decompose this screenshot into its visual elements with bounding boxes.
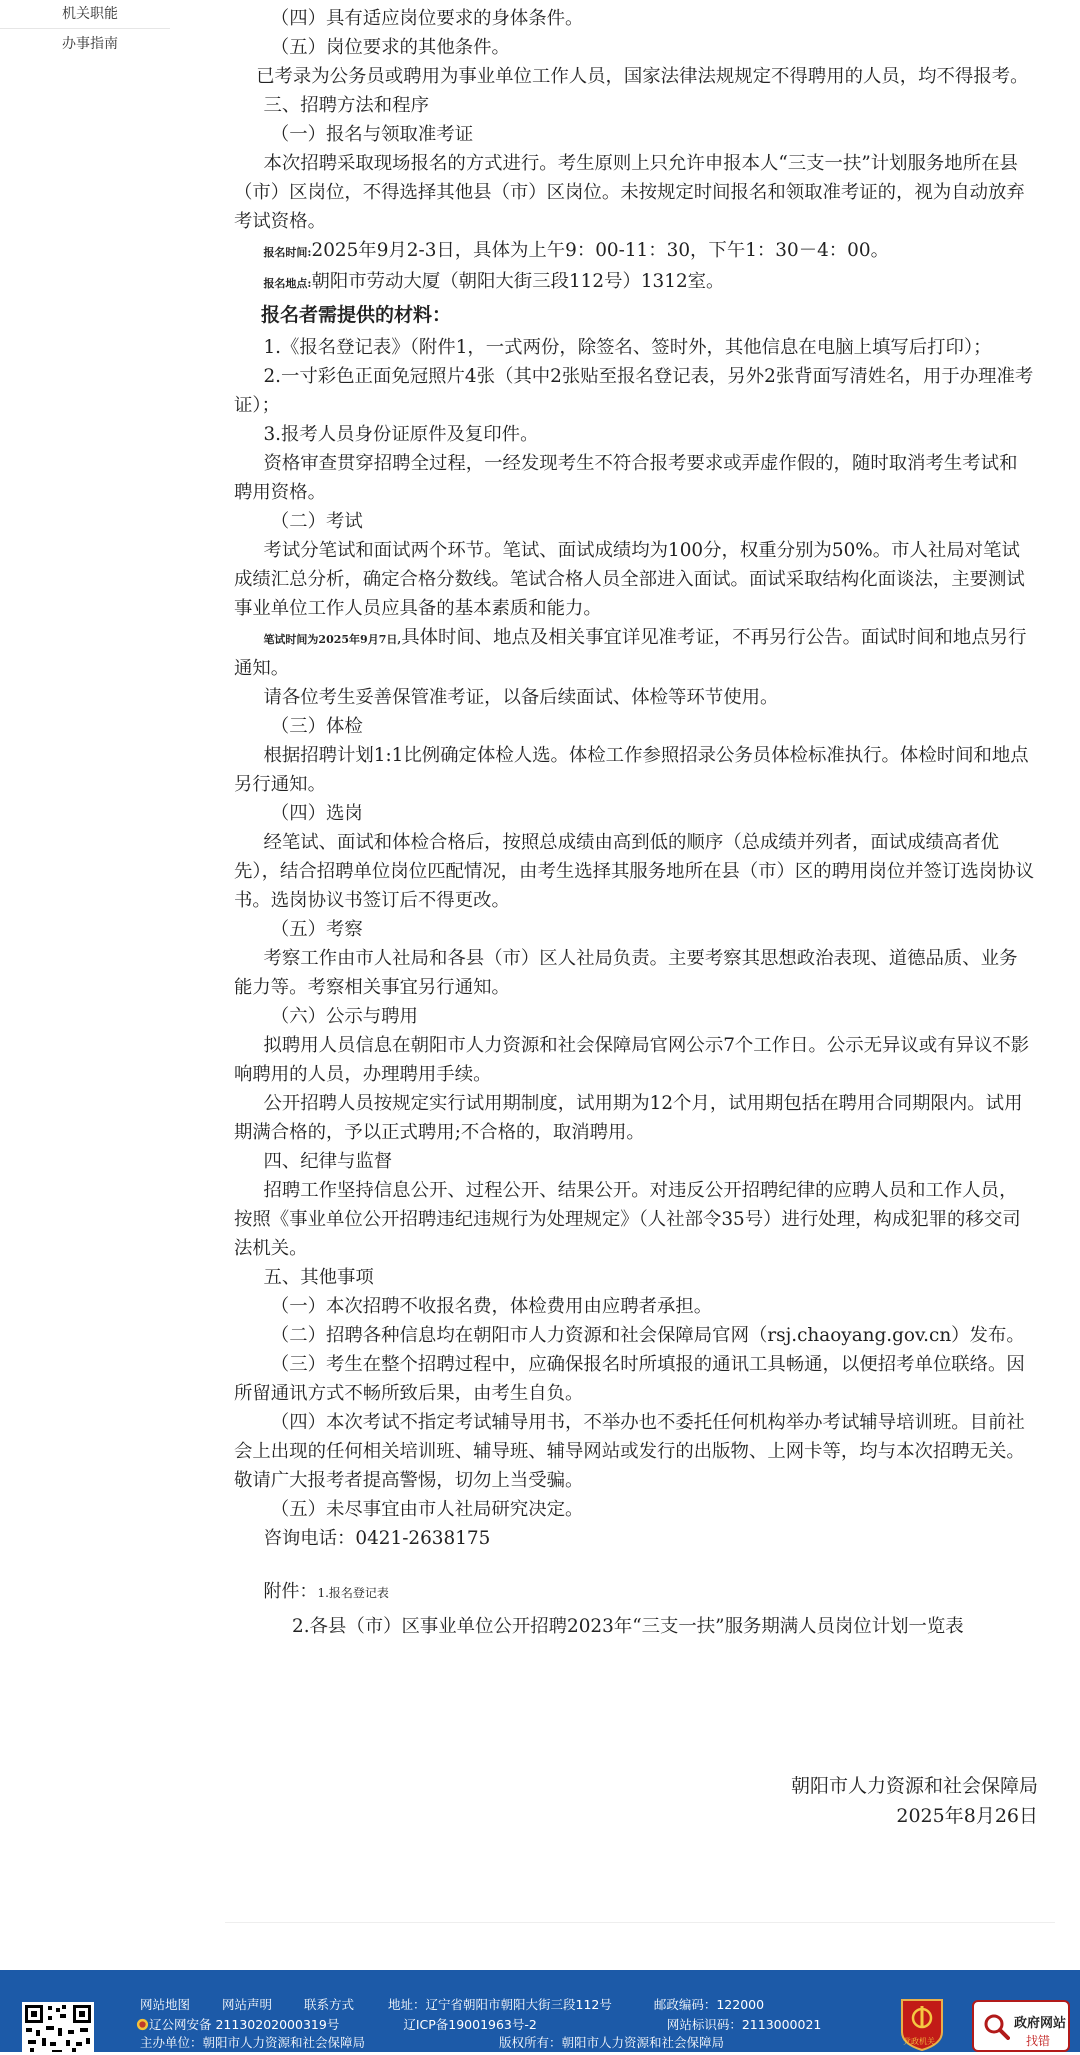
subsection-heading: （四）选岗 — [270, 803, 363, 824]
paragraph: （三）考生在整个招聘过程中，应确保报名时所填报的通讯工具畅通，以便招考单位联络。因所留通讯方式不畅所致后果，由考生自负。 — [234, 1354, 1025, 1404]
paragraph: （五）岗位要求的其他条件。 — [270, 37, 510, 58]
attachment-line-2 — [234, 1612, 1034, 1641]
paragraph: 考察工作由市人社局和各县（市）区人社局负责。主要考察其思想政治表现、道德品质、业务能力等。考察相关事宜另行通知。 — [234, 948, 1018, 998]
signature-org: 朝阳市人力资源和社会保障局 — [790, 1775, 1038, 1797]
paragraph: 请各位考生妥善保管准考证，以备后续面试、体检等环节使用。 — [263, 687, 779, 708]
paragraph: 已考录为公务员或聘用为事业单位工作人员，国家法律法规规定不得聘用的人员，均不得报考。 — [256, 66, 1029, 87]
section-heading: 四、纪律与监督 — [263, 1151, 393, 1172]
content-divider — [225, 1922, 1055, 1923]
police-badge-icon — [136, 2018, 149, 2031]
section-heading: 五、其他事项 — [263, 1267, 374, 1288]
find-error-subtitle: 找错 — [1026, 2034, 1051, 2048]
subsection-heading: （二）考试 — [270, 511, 363, 532]
footer-row-1 — [140, 1995, 764, 2013]
paragraph: 公开招聘人员按规定实行试用期制度，试用期为12个月，试用期包括在聘用合同期限内。试用期满合格的，予以正式聘用;不合格的，取消聘用。 — [234, 1093, 1023, 1143]
attachment-link-2[interactable]: 2.各县（市）区事业单位公开招聘2023年“三支一扶”服务期满人员岗位计划一览表 — [292, 1616, 964, 1637]
registration-place-text: 朝阳市劳动大厦（朝阳大街三段112号）1312室。 — [311, 271, 725, 292]
exam-time-label: 笔试时间为2025年9月7日, — [263, 633, 402, 646]
paragraph: （五）未尽事宜由市人社局研究决定。 — [270, 1499, 584, 1520]
section-heading: 三、招聘方法和程序 — [263, 95, 429, 116]
paragraph: 资格审查贯穿招聘全过程，一经发现考生不符合报考要求或弄虚作假的，随时取消考生考试和聘用资格。 — [234, 453, 1018, 503]
registration-place-label: 报名地点: — [263, 277, 312, 290]
paragraph: 招聘工作坚持信息公开、过程公开、结果公开。对违反公开招聘纪律的应聘人员和工作人员，按照《事业单位公开招聘违纪违规行为处理规定》（人社部令35号）进行处理，构成犯罪的移交司法机关。 — [234, 1180, 1021, 1259]
footer-icp[interactable]: 辽ICP备19001963号-2 — [403, 2017, 537, 2032]
party-gov-badge-text: 党政机关 — [903, 2037, 935, 2046]
magnifier-icon — [982, 2012, 1010, 2040]
registration-place — [234, 267, 1034, 298]
attachments-label: 附件： — [263, 1581, 318, 1602]
materials-heading: 报名者需提供的材料： — [261, 304, 452, 326]
qr-code-icon — [22, 2002, 94, 2052]
footer-row-3 — [140, 2033, 724, 2051]
subsection-heading: （一）报名与领取准考证 — [270, 124, 474, 145]
subsection-heading: （三）体检 — [270, 716, 363, 737]
paragraph: （四）具有适应岗位要求的身体条件。 — [270, 8, 584, 29]
registration-time — [234, 236, 1034, 267]
paragraph: 3.报考人员身份证原件及复印件。 — [263, 424, 539, 445]
paragraph: （二）招聘各种信息均在朝阳市人力资源和社会保障局官网（rsj.chaoyang.gov.cn）发布。 — [270, 1325, 1025, 1346]
paragraph: 根据招聘计划1:1比例确定体检人选。体检工作参照招录公务员体检标准执行。体检时间和地点另行通知。 — [234, 745, 1029, 795]
paragraph: （四）本次考试不指定考试辅导用书，不举办也不委托任何机构举办考试辅导培训班。目前社会上出现的任何相关培训班、辅导班、辅导网站或发行的出版物、上网卡等，均与本次招聘无关。敬请广大报考者提高警惕，切勿上当受骗。 — [234, 1412, 1025, 1491]
party-gov-badge[interactable] — [898, 1996, 946, 2052]
spacer — [234, 1553, 1034, 1577]
paragraph: （一）本次招聘不收报名费，体检费用由应聘者承担。 — [270, 1296, 713, 1317]
paragraph: 经笔试、面试和体检合格后，按照总成绩由高到低的顺序（总成绩并列者，面试成绩高者优先），结合招聘单位岗位匹配情况，由考生选择其服务地所在县（市）区的聘用岗位并签订选岗协议书。选岗协议书签订后不得更改。 — [234, 832, 1034, 911]
subsection-heading: （六）公示与聘用 — [270, 1006, 418, 1027]
paragraph: 拟聘用人员信息在朝阳市人力资源和社会保障局官网公示7个工作日。公示无异议或有异议不影响聘用的人员，办理聘用手续。 — [234, 1035, 1030, 1085]
registration-time-text: 2025年9月2-3日，具体为上午9：00-11：30，下午1：30－4：00。 — [311, 240, 889, 261]
article-body — [234, 4, 1034, 1641]
footer-police-record[interactable]: 辽公网安备 21130202000319号 — [149, 2017, 340, 2032]
footer-address: 地址：辽宁省朝阳市朝阳大街三段112号 — [388, 1997, 612, 2012]
paragraph: 2.一寸彩色正面免冠照片4张（其中2张贴至报名登记表，另外2张背面写清姓名，用于办理准考证）； — [234, 366, 1034, 416]
gov-site-find-error-button[interactable] — [972, 2000, 1070, 2052]
sidebar-item-functions[interactable]: 机关职能 — [0, 0, 170, 29]
find-error-title: 政府网站 — [1014, 2016, 1067, 2031]
attachment-link-1[interactable]: 1.报名登记表 — [317, 1586, 389, 1600]
paragraph: 1.《报名登记表》（附件1，一式两份，除签名、签时外，其他信息在电脑上填写后打印）； — [263, 337, 992, 358]
footer-site-id: 网站标识码：2113000021 — [666, 2017, 822, 2032]
footer-link-sitemap[interactable]: 网站地图 — [140, 1997, 191, 2012]
paragraph: 本次招聘采取现场报名的方式进行。考生原则上只允许申报本人“三支一扶”计划服务地所在县（市）区岗位，不得选择其他县（市）区岗位。未按规定时间报名和领取准考证的，视为自动放弃考试资格。 — [234, 153, 1025, 232]
subsection-heading: （五）考察 — [270, 919, 363, 940]
attachments — [234, 1577, 1034, 1608]
footer-row-2 — [136, 2015, 821, 2033]
exam-time-text: 具体时间、地点及相关事宜详见准考证，不再另行公告。面试时间和地点另行通知。 — [234, 627, 1027, 679]
signature-date: 2025年8月26日 — [896, 1805, 1038, 1827]
sidebar — [0, 0, 170, 59]
signature-block — [791, 1771, 1038, 1831]
sidebar-item-guide[interactable]: 办事指南 — [62, 36, 118, 52]
footer-link-statement[interactable]: 网站声明 — [222, 1997, 273, 2012]
site-footer — [0, 1970, 1080, 2052]
footer-link-contact[interactable]: 联系方式 — [304, 1997, 355, 2012]
registration-time-label: 报名时间: — [263, 246, 312, 259]
contact-phone: 咨询电话：0421-2638175 — [263, 1528, 491, 1549]
footer-copyright: 版权所有：朝阳市人力资源和社会保障局 — [499, 2035, 725, 2050]
exam-time — [234, 623, 1034, 683]
footer-sponsor: 主办单位：朝阳市人力资源和社会保障局 — [140, 2035, 366, 2050]
footer-postcode: 邮政编码：122000 — [653, 1997, 765, 2012]
paragraph: 考试分笔试和面试两个环节。笔试、面试成绩均为100分，权重分别为50%。市人社局对笔试成绩汇总分析，确定合格分数线。笔试合格人员全部进入面试。面试采取结构化面谈法，主要测试事业单位工作人员应具备的基本素质和能力。 — [234, 540, 1025, 619]
